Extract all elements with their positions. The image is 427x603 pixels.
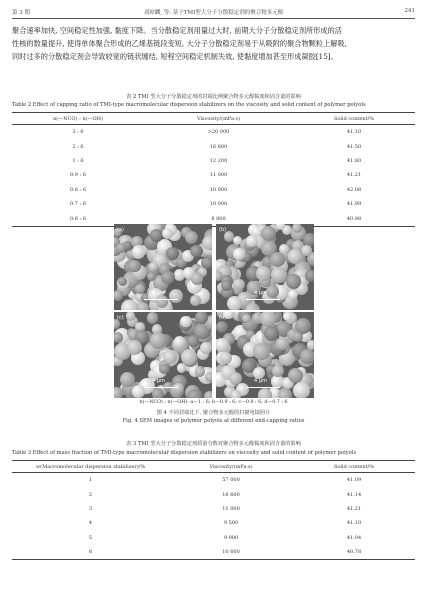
sem-particle [205,372,212,382]
sem-particle [253,343,270,360]
table-cell: 57 000 [222,477,240,484]
scale-label: 4 μm [254,378,267,384]
figure4-legend: n(—NCO) : n(—OH): a—1 : 6; b—0.9 : 6; c—0.8 : 6; d—0.7 : 6 [139,400,288,405]
sem-particle [200,342,211,353]
table-cell: 0.6 : 6 [12,211,144,226]
sem-particle [220,352,232,364]
sem-particle [121,300,137,310]
table-cell: 9 500 [223,520,239,527]
sem-particle [174,336,185,347]
table-cell: 0.8 : 6 [70,186,86,193]
column-header: Solid content/% [293,113,415,125]
sem-particle [150,229,163,242]
sem-particle [283,312,292,321]
sem-particle [307,340,314,350]
table-row [12,502,415,516]
scale-bar [144,299,178,300]
sem-particle [156,295,169,308]
table-row [12,168,415,182]
sem-particle [177,363,187,373]
sem-particle [233,279,245,291]
scale-label: 4 μm [152,290,165,296]
table-cell: 8 800 [144,211,293,226]
table-cell: 40.78 [293,545,415,560]
sem-panel-d [216,312,314,398]
table-cell: 16 600 [222,491,240,498]
body-line: 同时过多的分散稳定剂会导致较宽的链状缠结, 短程空间稳定机制失效, 使黏度增加甚至形成凝胶[15]。 [12,52,338,61]
sem-particle [256,266,270,280]
scale-bar [246,299,280,300]
sem-particle [261,226,276,241]
sem-particle [132,245,145,258]
table-cell: 16 600 [209,143,228,150]
scale-label: 4 μm [254,290,267,296]
table-cell: 41.10 [346,129,362,136]
table-cell: 12 200 [209,157,228,164]
body-line: 性核的数量提升, 使得单体聚合形成的乙烯基链段变短, 大分子分散稳定剂易于从吸附的聚合物颗粒上解吸, [12,39,347,48]
table-row [12,473,415,488]
sem-panel-a [114,224,212,310]
sem-particle [305,270,314,283]
table-cell: 11 000 [222,505,240,512]
table-cell: 10 600 [169,545,293,560]
table-cell: 5 [88,534,93,541]
column-header: w(Macromolecular dispersion stabilizer)/% [12,461,169,473]
panel-label: (a) [117,227,124,233]
table-cell: 9 900 [223,534,239,541]
sem-particle [278,388,293,398]
table2-caption-cn: 表 2 TMI 型大分子分散稳定剂的封端比例聚合物多元醇黏度和固含量的影响 [126,94,301,100]
table-cell: 2 [88,491,93,498]
table-cell: 3 [88,505,93,512]
table-cell: 41.80 [346,157,362,164]
table2-caption-en: Table 2 Effect of capping ratio of TMI-type macromolecular dispersion stabilizers on the viscosity and solid content of polymer polyols [12,102,366,108]
table2 [12,112,415,227]
table-cell: 0.7 : 6 [70,201,86,208]
sem-particle [150,332,167,349]
header-rule [12,18,415,19]
scale-bar [144,387,178,388]
sem-particle [202,236,212,250]
panel-label: (d) [219,315,227,321]
panel-label: (c) [117,315,124,321]
sem-panel-b [216,224,314,310]
sem-particle [286,274,301,289]
table-cell: 0.9 : 6 [70,172,86,179]
table-cell: 41.09 [346,477,362,484]
figure4-sem-images [114,224,314,398]
table-row [12,487,415,501]
sem-particle [300,349,314,363]
table-cell: 41.14 [346,491,362,498]
sem-particle [191,272,203,284]
body-paragraph [12,24,414,63]
sem-particle [195,366,206,377]
table-cell: >20 000 [207,129,230,136]
table-cell: 41.99 [346,201,362,208]
sem-particle [114,290,123,301]
sem-particle [190,245,202,257]
table-row [12,125,415,140]
table-cell: 41.04 [346,534,362,541]
sem-particle [271,267,286,282]
sem-particle [204,391,212,398]
sem-particle [135,284,144,293]
sem-particle [114,332,123,342]
table-cell: 41.21 [346,172,362,179]
sem-particle [159,364,169,374]
table-cell: 41.21 [346,505,362,512]
sem-particle [128,260,140,272]
figure4-caption-en: Fig. 4 SEM images of polymer polyols at different end-capping ratios [122,418,305,424]
table-cell: 10 000 [209,201,228,208]
sem-particle [245,303,260,310]
table-cell: 1 : 6 [72,157,84,164]
sem-particle [185,231,198,244]
sem-particle [190,295,200,305]
sem-particle [173,383,183,393]
sem-particle [233,248,245,260]
sem-particle [114,387,123,398]
issue-number: 第 3 期 [12,10,30,16]
table-cell: 8 [12,545,169,560]
table3-caption-cn: 表 3 TMI 型大分子分散稳定剂质量分数对聚合物多元醇黏度和固含量的影响 [126,441,301,447]
sem-particle [147,312,159,324]
panel-label: (b) [219,227,227,233]
figure4-caption-cn: 图 4 不同封端比下, 聚合物多元醇的扫描电镜照片 [156,410,271,416]
column-header: Viscosity/(mPa·s) [144,113,293,125]
table-cell: 42.08 [346,186,362,193]
sem-particle [260,312,277,327]
table-row [12,531,415,545]
sem-particle [231,390,241,398]
sem-particle [246,235,258,247]
table-row [12,139,415,153]
sem-particle [180,316,191,327]
table-cell: 41.50 [346,143,362,150]
table-cell: 3 : 6 [72,129,84,136]
table-cell: 2 : 6 [72,143,84,150]
scale-bar [246,387,280,388]
column-header: n(—NCO) : n(—OH) [12,113,144,125]
table-header-row [12,461,415,473]
sem-particle [161,271,174,284]
sem-particle [137,302,149,310]
table-row [12,183,415,197]
table-cell: 11 000 [209,172,228,179]
table3 [12,460,415,560]
sem-particle [227,296,242,310]
table-cell: 41.10 [346,520,362,527]
sem-particle [201,257,212,270]
table-row [12,545,415,560]
column-header: Solid content/% [293,461,415,473]
table-cell: 4 [88,520,93,527]
table-cell: 40.98 [293,211,415,226]
page-number: 241 [404,8,415,14]
table-cell: 10 000 [209,186,228,193]
sem-particle [181,349,197,365]
sem-particle [216,321,228,333]
body-line: 聚合速率加快, 空间稳定性加强, 黏度下降。当分散稳定剂用量过大时, 前期大分子分散稳定剂所形成的活 [12,26,342,35]
table-row [12,516,415,530]
sem-particle [187,389,202,398]
table-header-row [12,113,415,125]
table-row [12,154,415,168]
sem-particle [266,285,279,298]
sem-particle [187,335,199,347]
sem-particle [270,252,285,267]
running-title: 刘琼麟, 等: 基于TMI型大分子分散稳定剂的聚合物多元醇 [143,10,284,16]
table3-caption-en: Table 3 Effect of mass fraction of TMI-type macromolecular dispersion stabilizers on viscosity and solid content of polymer polyols [12,450,357,456]
table-row [12,197,415,211]
table-cell: 1 [88,477,93,484]
sem-particle [293,382,310,398]
scale-label: 4 μm [152,378,165,384]
column-header: Viscosity/(mPa·s) [169,461,293,473]
sem-panel-c [114,312,212,398]
sem-particle [116,243,126,253]
